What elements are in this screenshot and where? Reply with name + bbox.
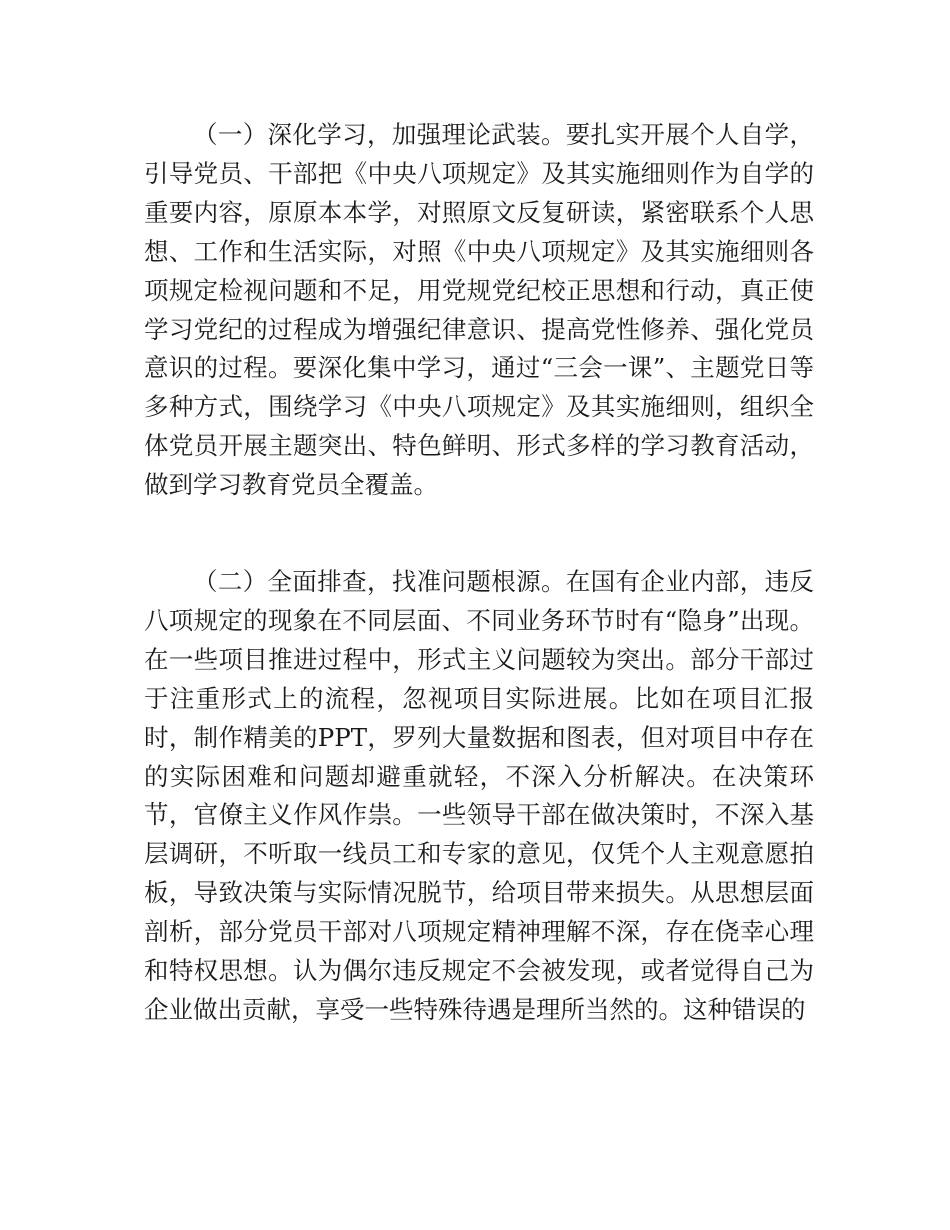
paragraph-1: （一）深化学习，加强理论武装。要扎实开展个人自学，引导党员、干部把《中央八项规定》及其实施细则作为自学的重要内容，原原本本学，对照原文反复研读，紧密联系个人思想、工作和生活实际，对照《中央八项规定》及其实施细则各项规定检视问题和不足，用党规党纪校正思想和行动，真正使学习党纪的过程成为增强纪律意识、提高党性修养、强化党员意识的过程。要深化集中学习，通过“三会一课”、主题党日等多种方式，围绕学习《中央八项规定》及其实施细则，组织全体党员开展主题突出、特色鲜明、形式多样的学习教育活动，做到学习教育党员全覆盖。 xyxy=(144,120,814,500)
paragraph-2: （二）全面排查，找准问题根源。在国有企业内部，违反八项规定的现象在不同层面、不同业务环节时有“隐身”出现。在一些项目推进过程中，形式主义问题较为突出。部分干部过于注重形式上的流程，忽视项目实际进展。比如在项目汇报时，制作精美的PPT，罗列大量数据和图表，但对项目中存在的实际困难和问题却避重就轻，不深入分析解决。在决策环节，官僚主义作风作祟。一些领导干部在做决策时，不深入基层调研，不听取一线员工和专家的意见，仅凭个人主观意愿拍板，导致决策与实际情况脱节，给项目带来损失。从思想层面剖析，部分党员干部对八项规定精神理解不深，存在侥幸心理和特权思想。认为偶尔违反规定不会被发现，或者觉得自己为企业做出贡献，享受一些特殊待遇是理所当然的。这种错误的 xyxy=(144,567,814,1024)
